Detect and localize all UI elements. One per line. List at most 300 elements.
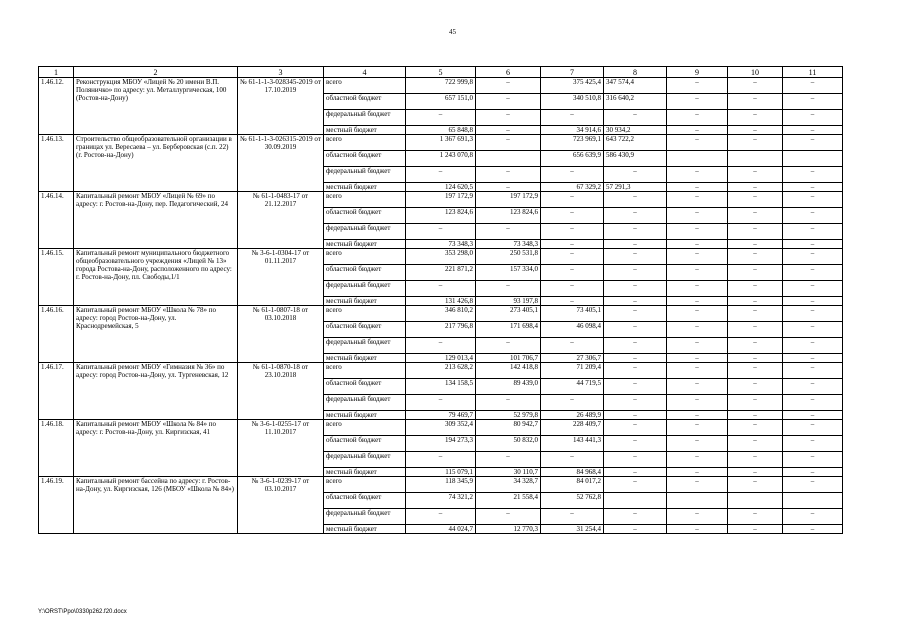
amount-cell: – bbox=[667, 240, 728, 249]
amount-cell: 65 848,8 bbox=[406, 126, 476, 135]
funding-source: федеральный бюджет bbox=[324, 395, 406, 411]
file-path-footer: Y:\ORST\Ppo\0330p262.f20.docx bbox=[38, 609, 127, 615]
table-row bbox=[39, 192, 843, 208]
amount-cell: 643 722,2 bbox=[604, 135, 667, 151]
amount-cell bbox=[728, 493, 783, 509]
amount-cell: – bbox=[728, 192, 783, 208]
amount-cell: 57 291,3 bbox=[604, 183, 667, 192]
funding-source: областной бюджет bbox=[324, 265, 406, 281]
funding-source: всего bbox=[324, 477, 406, 493]
amount-cell: – bbox=[406, 224, 476, 240]
table-row bbox=[39, 135, 843, 151]
amount-cell: 1 367 691,3 bbox=[406, 135, 476, 151]
amount-cell: 67 329,2 bbox=[541, 183, 604, 192]
amount-cell: – bbox=[728, 436, 783, 452]
amount-cell: 221 871,2 bbox=[406, 265, 476, 281]
amount-cell: – bbox=[476, 452, 541, 468]
amount-cell: – bbox=[783, 452, 843, 468]
amount-cell: 27 306,7 bbox=[541, 354, 604, 363]
funding-source: областной бюджет bbox=[324, 151, 406, 167]
funding-source: областной бюджет bbox=[324, 322, 406, 338]
amount-cell: – bbox=[667, 411, 728, 420]
amount-cell: 129 013,4 bbox=[406, 354, 476, 363]
amount-cell: 228 409,7 bbox=[541, 420, 604, 436]
funding-source: всего bbox=[324, 249, 406, 265]
amount-cell: 250 531,8 bbox=[476, 249, 541, 265]
funding-source: местный бюджет bbox=[324, 297, 406, 306]
amount-cell: 118 345,9 bbox=[406, 477, 476, 493]
amount-cell: – bbox=[541, 240, 604, 249]
amount-cell: – bbox=[406, 338, 476, 354]
amount-cell: 347 574,4 bbox=[604, 78, 667, 94]
amount-cell: – bbox=[728, 183, 783, 192]
amount-cell: 84 017,2 bbox=[541, 477, 604, 493]
amount-cell: – bbox=[667, 477, 728, 493]
amount-cell: 124 620,5 bbox=[406, 183, 476, 192]
amount-cell bbox=[783, 151, 843, 167]
amount-cell: – bbox=[783, 468, 843, 477]
column-header: 9 bbox=[667, 67, 728, 78]
amount-cell: – bbox=[604, 167, 667, 183]
amount-cell: – bbox=[604, 354, 667, 363]
amount-cell: – bbox=[667, 436, 728, 452]
amount-cell: – bbox=[604, 208, 667, 224]
amount-cell: – bbox=[728, 78, 783, 94]
amount-cell: – bbox=[541, 265, 604, 281]
funding-source: местный бюджет bbox=[324, 354, 406, 363]
amount-cell: – bbox=[667, 379, 728, 395]
funding-source: областной бюджет bbox=[324, 208, 406, 224]
expertise-code: № 61-1-1-3-028345-2019 от 17.10.2019 bbox=[238, 78, 324, 135]
amount-cell: – bbox=[541, 281, 604, 297]
amount-cell: – bbox=[604, 297, 667, 306]
amount-cell: – bbox=[476, 224, 541, 240]
amount-cell: 353 298,0 bbox=[406, 249, 476, 265]
table-row bbox=[39, 249, 843, 265]
amount-cell: – bbox=[604, 249, 667, 265]
amount-cell: 131 426,8 bbox=[406, 297, 476, 306]
funding-source: всего bbox=[324, 192, 406, 208]
table-row bbox=[39, 306, 843, 322]
item-number: 1.46.14. bbox=[39, 192, 74, 249]
amount-cell: – bbox=[604, 411, 667, 420]
amount-cell: – bbox=[541, 208, 604, 224]
amount-cell: 44 024,7 bbox=[406, 525, 476, 534]
funding-source: федеральный бюджет bbox=[324, 281, 406, 297]
amount-cell: 375 425,4 bbox=[541, 78, 604, 94]
object-name: Капитальный ремонт МБОУ «Школа № 84» по адресу: г. Ростов-на-Дону, ул. Киргизская, 41 bbox=[74, 420, 238, 477]
funding-source: федеральный бюджет bbox=[324, 224, 406, 240]
amount-cell: 586 430,9 bbox=[604, 151, 667, 167]
amount-cell: 656 639,9 bbox=[541, 151, 604, 167]
amount-cell: 52 762,8 bbox=[541, 493, 604, 509]
amount-cell: – bbox=[783, 395, 843, 411]
amount-cell: – bbox=[728, 525, 783, 534]
amount-cell: – bbox=[541, 338, 604, 354]
amount-cell: 123 824,6 bbox=[406, 208, 476, 224]
budget-table bbox=[38, 66, 843, 534]
amount-cell: 101 706,7 bbox=[476, 354, 541, 363]
amount-cell: – bbox=[541, 452, 604, 468]
amount-cell: 316 640,2 bbox=[604, 94, 667, 110]
amount-cell: – bbox=[728, 297, 783, 306]
amount-cell: – bbox=[783, 265, 843, 281]
amount-cell: – bbox=[728, 224, 783, 240]
item-number: 1.46.18. bbox=[39, 420, 74, 477]
amount-cell: – bbox=[728, 110, 783, 126]
amount-cell: – bbox=[667, 452, 728, 468]
expertise-code: № 61-1-0483-17 от 21.12.2017 bbox=[238, 192, 324, 249]
amount-cell: – bbox=[783, 126, 843, 135]
amount-cell: – bbox=[783, 338, 843, 354]
item-number: 1.46.19. bbox=[39, 477, 74, 534]
amount-cell: – bbox=[476, 167, 541, 183]
column-header: 6 bbox=[476, 67, 541, 78]
amount-cell: 44 719,5 bbox=[541, 379, 604, 395]
amount-cell bbox=[783, 493, 843, 509]
funding-source: федеральный бюджет bbox=[324, 509, 406, 525]
amount-cell: – bbox=[728, 363, 783, 379]
amount-cell: – bbox=[667, 110, 728, 126]
amount-cell: – bbox=[783, 281, 843, 297]
table-row bbox=[39, 477, 843, 493]
amount-cell: – bbox=[667, 525, 728, 534]
funding-source: всего bbox=[324, 306, 406, 322]
amount-cell: – bbox=[783, 94, 843, 110]
amount-cell: – bbox=[728, 306, 783, 322]
amount-cell: – bbox=[541, 297, 604, 306]
amount-cell: 26 489,9 bbox=[541, 411, 604, 420]
amount-cell: – bbox=[667, 363, 728, 379]
amount-cell: 197 172,9 bbox=[476, 192, 541, 208]
amount-cell: – bbox=[476, 509, 541, 525]
amount-cell: – bbox=[476, 135, 541, 151]
amount-cell: – bbox=[728, 322, 783, 338]
amount-cell: – bbox=[667, 208, 728, 224]
amount-cell: 346 810,2 bbox=[406, 306, 476, 322]
amount-cell: – bbox=[604, 420, 667, 436]
expertise-code: № 61-1-0870-18 от 23.10.2018 bbox=[238, 363, 324, 420]
item-number: 1.46.16. bbox=[39, 306, 74, 363]
amount-cell: – bbox=[783, 135, 843, 151]
column-header: 5 bbox=[406, 67, 476, 78]
amount-cell: – bbox=[604, 525, 667, 534]
expertise-code: № 61-1-1-3-026315-2019 от 30.09.2019 bbox=[238, 135, 324, 192]
amount-cell: 50 832,0 bbox=[476, 436, 541, 452]
funding-source: областной бюджет bbox=[324, 94, 406, 110]
table-row bbox=[39, 78, 843, 94]
amount-cell: – bbox=[406, 167, 476, 183]
amount-cell: 71 209,4 bbox=[541, 363, 604, 379]
expertise-code: № 3-6-1-0255-17 от 11.10.2017 bbox=[238, 420, 324, 477]
amount-cell: 73 348,3 bbox=[476, 240, 541, 249]
amount-cell: – bbox=[783, 420, 843, 436]
amount-cell: – bbox=[476, 78, 541, 94]
amount-cell: 134 158,5 bbox=[406, 379, 476, 395]
amount-cell: – bbox=[667, 306, 728, 322]
funding-source: местный бюджет bbox=[324, 468, 406, 477]
amount-cell: – bbox=[667, 265, 728, 281]
amount-cell: – bbox=[783, 354, 843, 363]
amount-cell: – bbox=[667, 395, 728, 411]
amount-cell bbox=[667, 151, 728, 167]
amount-cell: – bbox=[783, 183, 843, 192]
amount-cell: 157 334,0 bbox=[476, 265, 541, 281]
funding-source: федеральный бюджет bbox=[324, 167, 406, 183]
amount-cell bbox=[476, 151, 541, 167]
amount-cell: 143 441,3 bbox=[541, 436, 604, 452]
amount-cell: – bbox=[728, 281, 783, 297]
amount-cell: 30 934,2 bbox=[604, 126, 667, 135]
amount-cell: – bbox=[783, 363, 843, 379]
amount-cell: – bbox=[604, 306, 667, 322]
amount-cell: – bbox=[728, 354, 783, 363]
amount-cell: – bbox=[476, 126, 541, 135]
page-number: 45 bbox=[449, 28, 456, 36]
amount-cell: – bbox=[728, 420, 783, 436]
amount-cell: 31 254,4 bbox=[541, 525, 604, 534]
header-row bbox=[39, 67, 843, 78]
amount-cell bbox=[667, 493, 728, 509]
amount-cell: – bbox=[783, 525, 843, 534]
amount-cell: – bbox=[476, 183, 541, 192]
amount-cell: – bbox=[783, 379, 843, 395]
column-header: 8 bbox=[604, 67, 667, 78]
amount-cell: – bbox=[604, 281, 667, 297]
funding-source: местный бюджет bbox=[324, 183, 406, 192]
amount-cell: 115 079,1 bbox=[406, 468, 476, 477]
funding-source: областной бюджет bbox=[324, 379, 406, 395]
table-row bbox=[39, 420, 843, 436]
object-name: Строительство общеобразовательной организации в границах ул. Вересаева – ул. Берберовская (с.п. 22) (г. Ростов-на-Дону) bbox=[74, 135, 238, 192]
amount-cell: – bbox=[728, 477, 783, 493]
amount-cell: 46 098,4 bbox=[541, 322, 604, 338]
amount-cell: – bbox=[667, 338, 728, 354]
amount-cell: – bbox=[783, 167, 843, 183]
amount-cell: – bbox=[604, 395, 667, 411]
funding-source: местный бюджет bbox=[324, 411, 406, 420]
funding-source: всего bbox=[324, 135, 406, 151]
amount-cell: – bbox=[728, 509, 783, 525]
amount-cell: – bbox=[604, 452, 667, 468]
amount-cell: – bbox=[667, 249, 728, 265]
amount-cell: – bbox=[604, 110, 667, 126]
amount-cell: – bbox=[667, 135, 728, 151]
amount-cell: 89 439,0 bbox=[476, 379, 541, 395]
funding-source: всего bbox=[324, 78, 406, 94]
amount-cell: – bbox=[541, 249, 604, 265]
amount-cell: – bbox=[783, 322, 843, 338]
amount-cell: 171 698,4 bbox=[476, 322, 541, 338]
amount-cell: – bbox=[728, 265, 783, 281]
amount-cell: – bbox=[728, 379, 783, 395]
funding-source: всего bbox=[324, 363, 406, 379]
column-header: 1 bbox=[39, 67, 74, 78]
amount-cell: – bbox=[667, 192, 728, 208]
amount-cell: – bbox=[667, 78, 728, 94]
amount-cell: – bbox=[728, 468, 783, 477]
amount-cell: – bbox=[604, 468, 667, 477]
amount-cell: – bbox=[728, 395, 783, 411]
amount-cell: 73 405,1 bbox=[541, 306, 604, 322]
amount-cell: – bbox=[728, 249, 783, 265]
item-number: 1.46.17. bbox=[39, 363, 74, 420]
amount-cell: – bbox=[667, 509, 728, 525]
amount-cell: – bbox=[476, 94, 541, 110]
amount-cell: – bbox=[667, 420, 728, 436]
amount-cell: – bbox=[728, 338, 783, 354]
object-name: Капитальный ремонт бассейна по адресу: г. Ростов-на-Дону, ул. Киргизская, 126 (МБОУ «Школа № 84») bbox=[74, 477, 238, 534]
amount-cell: – bbox=[728, 167, 783, 183]
column-header: 10 bbox=[728, 67, 783, 78]
amount-cell: – bbox=[541, 167, 604, 183]
amount-cell: – bbox=[476, 281, 541, 297]
amount-cell: – bbox=[667, 167, 728, 183]
amount-cell: – bbox=[406, 281, 476, 297]
amount-cell: 34 914,6 bbox=[541, 126, 604, 135]
funding-source: местный бюджет bbox=[324, 126, 406, 135]
amount-cell: – bbox=[667, 468, 728, 477]
column-header: 3 bbox=[238, 67, 324, 78]
amount-cell: 723 969,1 bbox=[541, 135, 604, 151]
amount-cell: 21 558,4 bbox=[476, 493, 541, 509]
amount-cell: – bbox=[541, 509, 604, 525]
amount-cell bbox=[604, 493, 667, 509]
amount-cell: – bbox=[406, 395, 476, 411]
amount-cell: – bbox=[604, 477, 667, 493]
amount-cell: – bbox=[667, 94, 728, 110]
amount-cell: 194 273,3 bbox=[406, 436, 476, 452]
item-number: 1.46.12. bbox=[39, 78, 74, 135]
amount-cell: – bbox=[783, 306, 843, 322]
amount-cell: – bbox=[667, 126, 728, 135]
amount-cell: – bbox=[783, 208, 843, 224]
amount-cell: 657 151,0 bbox=[406, 94, 476, 110]
amount-cell: – bbox=[604, 436, 667, 452]
amount-cell: 273 405,1 bbox=[476, 306, 541, 322]
object-name: Капитальный ремонт МБОУ «Лицей № 69» по адресу: г. Ростов-на-Дону, пер. Педагогический, 24 bbox=[74, 192, 238, 249]
funding-source: местный бюджет bbox=[324, 240, 406, 249]
amount-cell: – bbox=[541, 110, 604, 126]
amount-cell: – bbox=[541, 192, 604, 208]
amount-cell: – bbox=[728, 411, 783, 420]
amount-cell: 123 824,6 bbox=[476, 208, 541, 224]
expertise-code: № 3-6-1-0304-17 от 01.11.2017 bbox=[238, 249, 324, 306]
amount-cell: 34 328,7 bbox=[476, 477, 541, 493]
amount-cell: – bbox=[667, 183, 728, 192]
amount-cell: – bbox=[541, 395, 604, 411]
expertise-code: № 61-1-0807-18 от 03.10.2018 bbox=[238, 306, 324, 363]
amount-cell bbox=[728, 151, 783, 167]
funding-source: федеральный бюджет bbox=[324, 110, 406, 126]
amount-cell: – bbox=[667, 224, 728, 240]
amount-cell: 340 510,8 bbox=[541, 94, 604, 110]
amount-cell: – bbox=[728, 135, 783, 151]
amount-cell: 217 796,8 bbox=[406, 322, 476, 338]
amount-cell: 213 628,2 bbox=[406, 363, 476, 379]
amount-cell: 309 352,4 bbox=[406, 420, 476, 436]
funding-source: областной бюджет bbox=[324, 493, 406, 509]
amount-cell: – bbox=[728, 240, 783, 249]
amount-cell: – bbox=[783, 297, 843, 306]
object-name: Капитальный ремонт муниципального бюджетного общеобразовательного учреждения «Лицей № 13» города Ростова-на-Дону, расположенного по адресу: г. Ростов-на-Дону, пл. Свободы,1/1 bbox=[74, 249, 238, 306]
amount-cell: 74 321,2 bbox=[406, 493, 476, 509]
funding-source: областной бюджет bbox=[324, 436, 406, 452]
amount-cell: – bbox=[406, 452, 476, 468]
funding-source: всего bbox=[324, 420, 406, 436]
amount-cell: – bbox=[783, 249, 843, 265]
amount-cell: – bbox=[604, 379, 667, 395]
amount-cell: 52 979,8 bbox=[476, 411, 541, 420]
amount-cell: – bbox=[604, 192, 667, 208]
object-name: Реконструкция МБОУ «Лицей № 20 имени В.П. Поляничко» по адресу: ул. Металлургическая, 100 (Ростов-на-Дону) bbox=[74, 78, 238, 135]
amount-cell: – bbox=[667, 281, 728, 297]
amount-cell: – bbox=[783, 224, 843, 240]
amount-cell: – bbox=[783, 192, 843, 208]
amount-cell: 93 197,8 bbox=[476, 297, 541, 306]
table-row bbox=[39, 363, 843, 379]
item-number: 1.46.15. bbox=[39, 249, 74, 306]
amount-cell: – bbox=[728, 208, 783, 224]
amount-cell: 80 942,7 bbox=[476, 420, 541, 436]
amount-cell: 30 110,7 bbox=[476, 468, 541, 477]
amount-cell: – bbox=[783, 509, 843, 525]
amount-cell: – bbox=[783, 78, 843, 94]
amount-cell: – bbox=[783, 477, 843, 493]
amount-cell: – bbox=[667, 322, 728, 338]
amount-cell: – bbox=[783, 436, 843, 452]
column-header: 7 bbox=[541, 67, 604, 78]
amount-cell: – bbox=[604, 338, 667, 354]
amount-cell: 722 999,8 bbox=[406, 78, 476, 94]
amount-cell: – bbox=[728, 94, 783, 110]
amount-cell: 73 348,3 bbox=[406, 240, 476, 249]
amount-cell: – bbox=[604, 509, 667, 525]
amount-cell: 1 243 070,8 bbox=[406, 151, 476, 167]
amount-cell: – bbox=[604, 240, 667, 249]
amount-cell: – bbox=[476, 338, 541, 354]
amount-cell: – bbox=[783, 411, 843, 420]
amount-cell: – bbox=[667, 297, 728, 306]
object-name: Капитальный ремонт МБОУ «Школа № 78» по адресу: город Ростов-на-Дону, ул. Краснодремейская, 5 bbox=[74, 306, 238, 363]
amount-cell: – bbox=[541, 224, 604, 240]
column-header: 2 bbox=[74, 67, 238, 78]
amount-cell: – bbox=[728, 452, 783, 468]
amount-cell: – bbox=[604, 224, 667, 240]
amount-cell: – bbox=[604, 322, 667, 338]
amount-cell: – bbox=[406, 509, 476, 525]
column-header: 4 bbox=[324, 67, 406, 78]
amount-cell: – bbox=[728, 126, 783, 135]
amount-cell: 142 418,8 bbox=[476, 363, 541, 379]
column-header: 11 bbox=[783, 67, 843, 78]
amount-cell: 79 469,7 bbox=[406, 411, 476, 420]
expertise-code: № 3-6-1-0239-17 от 03.10.2017 bbox=[238, 477, 324, 534]
amount-cell: – bbox=[604, 265, 667, 281]
amount-cell: – bbox=[783, 110, 843, 126]
amount-cell: 84 968,4 bbox=[541, 468, 604, 477]
funding-source: местный бюджет bbox=[324, 525, 406, 534]
amount-cell: – bbox=[667, 354, 728, 363]
item-number: 1.46.13. bbox=[39, 135, 74, 192]
amount-cell: 197 172,9 bbox=[406, 192, 476, 208]
amount-cell: – bbox=[783, 240, 843, 249]
amount-cell: 12 770,3 bbox=[476, 525, 541, 534]
funding-source: федеральный бюджет bbox=[324, 452, 406, 468]
object-name: Капитальный ремонт МБОУ «Гимназия № 36» по адресу: город Ростов-на-Дону, ул. Тургеневская, 12 bbox=[74, 363, 238, 420]
funding-source: федеральный бюджет bbox=[324, 338, 406, 354]
amount-cell: – bbox=[604, 363, 667, 379]
